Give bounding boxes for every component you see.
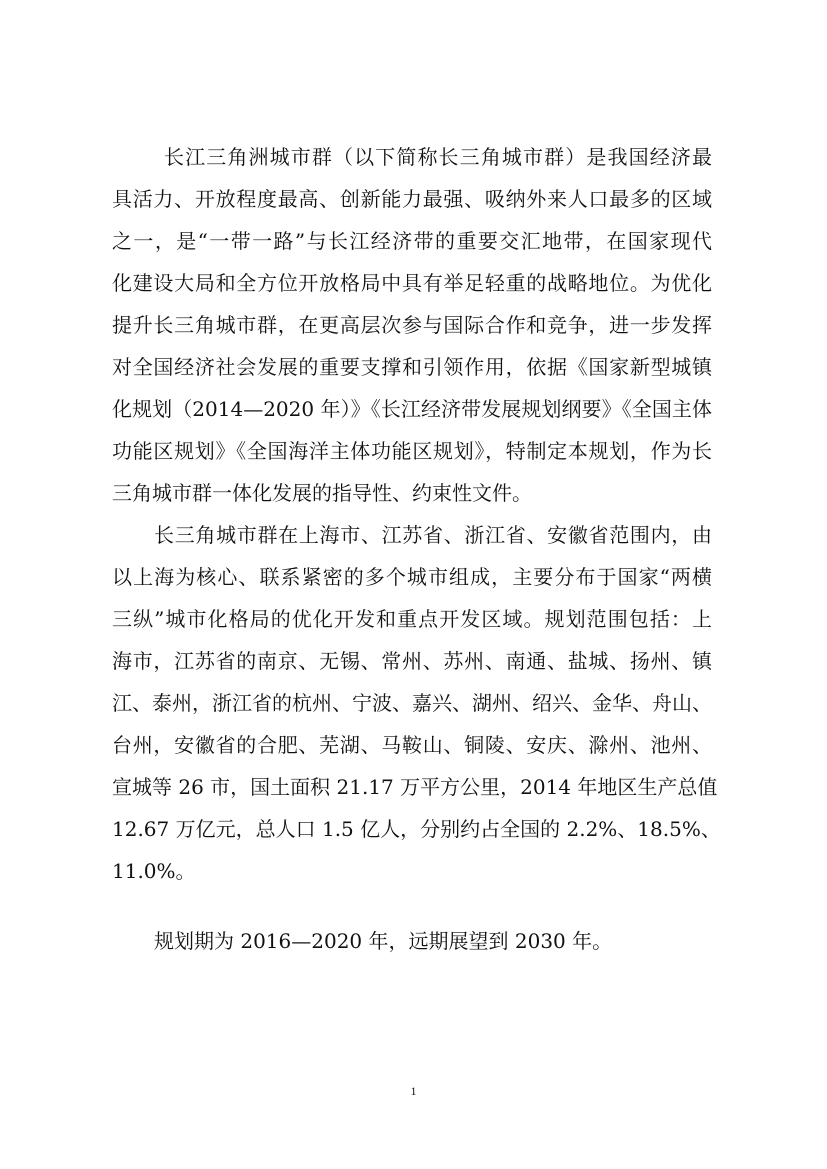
paragraph-2-line-4: 海市，江苏省的南京、无锡、常州、苏州、南通、盐城、扬州、镇	[112, 649, 712, 673]
paragraph-1-line-8: 功能区规划》《全国海洋主体功能区规划》，特制定本规划，作为长	[112, 439, 712, 463]
paragraph-1-line-5: 提升长三角城市群，在更高层次参与国际合作和竞争，进一步发挥	[112, 313, 712, 337]
paragraph-2-line-8: 12.67 万亿元，总人口 1.5 亿人，分别约占全国的 2.2%、18.5%、	[112, 817, 721, 841]
paragraph-1-line-4: 化建设大局和全方位开放格局中具有举足轻重的战略地位。为优化	[112, 271, 712, 295]
paragraph-2-line-1: 长三角城市群在上海市、江苏省、浙江省、安徽省范围内，由	[154, 523, 712, 547]
paragraph-1-line-2: 具活力、开放程度最高、创新能力最强、吸纳外来人口最多的区域	[112, 187, 712, 211]
paragraph-1-line-7: 化规划（2014—2020 年）》《长江经济带发展规划纲要》《全国主体	[112, 397, 712, 421]
paragraph-3-line-1: 规划期为 2016—2020 年，远期展望到 2030 年。	[154, 929, 613, 953]
paragraph-2-line-9: 11.0%。	[112, 859, 196, 883]
paragraph-2-line-7: 宣城等 26 市，国土面积 21.17 万平方公里，2014 年地区生产总值	[112, 775, 718, 799]
paragraph-1-line-6: 对全国经济社会发展的重要支撑和引领作用，依据《国家新型城镇	[112, 355, 712, 379]
paragraph-2-line-3: 三纵”城市化格局的优化开发和重点开发区域。规划范围包括：上	[112, 607, 712, 631]
paragraph-1-line-3: 之一，是“一带一路”与长江经济带的重要交汇地带，在国家现代	[112, 229, 712, 253]
paragraph-1-line-1: 长江三角洲城市群（以下简称长三角城市群）是我国经济最	[164, 145, 712, 169]
page-number: 1	[410, 1084, 417, 1098]
paragraph-2-line-2: 以上海为核心、联系紧密的多个城市组成，主要分布于国家“两横	[112, 565, 712, 589]
paragraph-2-line-5: 江、泰州，浙江省的杭州、宁波、嘉兴、湖州、绍兴、金华、舟山、	[112, 691, 712, 715]
paragraph-1-line-9: 三角城市群一体化发展的指导性、约束性文件。	[112, 481, 532, 505]
paragraph-2-line-6: 台州，安徽省的合肥、芜湖、马鞍山、铜陵、安庆、滁州、池州、	[112, 733, 712, 757]
